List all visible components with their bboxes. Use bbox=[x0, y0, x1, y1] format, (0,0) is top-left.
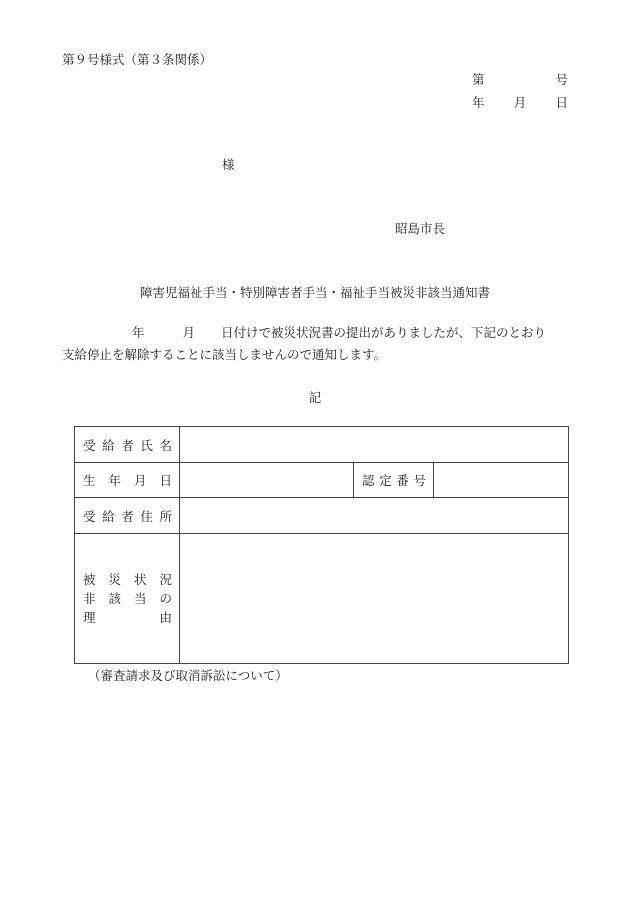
table-row-recipient-name bbox=[75, 427, 569, 463]
issue-number-suffix: 号 bbox=[555, 72, 568, 87]
body-line1-rest: 日付けで被災状況書の提出がありましたが、下記のとおり bbox=[221, 325, 547, 340]
issue-number-prefix: 第 bbox=[472, 72, 485, 87]
recipient-address-field[interactable] bbox=[180, 498, 569, 534]
recipient-address-label: 受 給 者 住 所 bbox=[75, 498, 180, 534]
body-line-2: 支給停止を解除することに該当しませんので通知します。 bbox=[62, 347, 387, 362]
ki-heading: 記 bbox=[308, 390, 322, 405]
recipient-name-label: 受 給 者 氏 名 bbox=[75, 427, 180, 463]
issue-date bbox=[472, 93, 568, 111]
reason-label: 被 災 状 況 非 該 当 の 理 由 bbox=[75, 534, 180, 664]
issue-date-month: 月 bbox=[513, 95, 527, 110]
certification-number-label: 認 定 番 号 bbox=[354, 463, 434, 498]
certification-number-field[interactable] bbox=[434, 463, 569, 498]
issuer-name: 昭島市長 bbox=[395, 221, 446, 236]
appeal-note: （審査請求及び取消訴訟について） bbox=[88, 668, 288, 683]
reason-field[interactable] bbox=[180, 534, 569, 664]
table-row-reason bbox=[75, 534, 569, 664]
birth-date-label: 生 年 月 日 bbox=[75, 463, 180, 498]
issue-number bbox=[472, 70, 568, 88]
body-month: 月 bbox=[182, 325, 196, 340]
body-line-1 bbox=[62, 322, 572, 344]
issue-date-day: 日 bbox=[555, 95, 568, 110]
recipient-name-field[interactable] bbox=[180, 427, 569, 463]
table-row-birth-date bbox=[75, 463, 569, 498]
birth-date-field[interactable] bbox=[180, 463, 354, 498]
info-table bbox=[74, 426, 569, 664]
form-number: 第９号様式（第３条関係） bbox=[62, 52, 213, 67]
body-text bbox=[62, 322, 572, 366]
issue-date-year: 年 bbox=[472, 95, 485, 110]
body-year: 年 bbox=[132, 325, 145, 340]
addressee-honorific: 様 bbox=[222, 157, 235, 172]
document-title: 障害児福祉手当・特別障害者手当・福祉手当被災非該当通知書 bbox=[139, 285, 490, 300]
table-row-recipient-address bbox=[75, 498, 569, 534]
